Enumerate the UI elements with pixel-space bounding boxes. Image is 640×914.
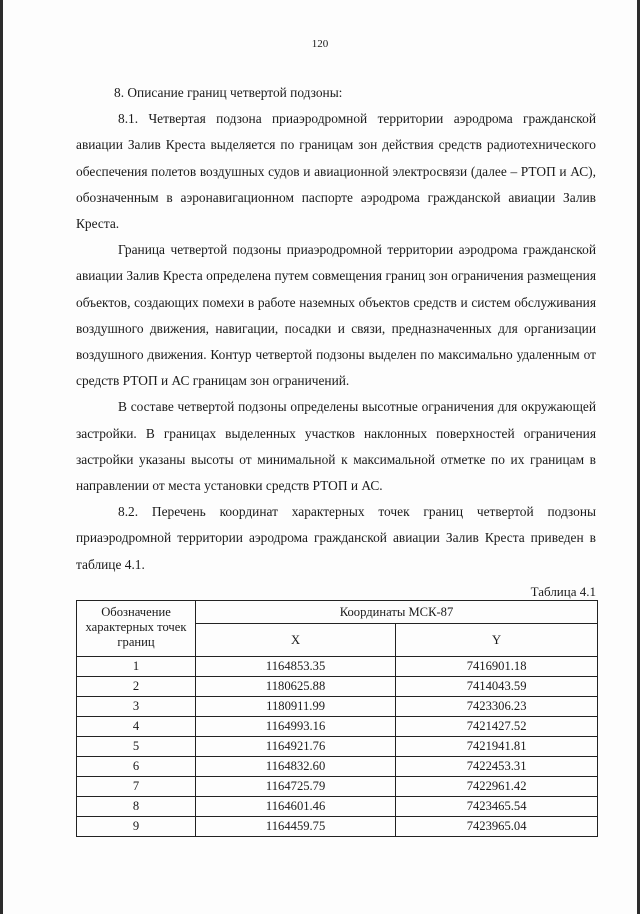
y-cell: 7423306.23 — [396, 697, 598, 717]
paragraph-8-1: 8.1. Четвертая подзона приаэродромной территории аэродрома гражданской авиации Залив Креста выделяется по границам зон действия средств радиотехнического обеспечения полетов воздушных судов и авиационной электросвязи (далее – РТОП и АС), обозначенным в аэронавигационном паспорте аэродрома гражданской авиации Залив Креста. — [76, 111, 596, 232]
x-cell: 1164921.76 — [196, 737, 396, 757]
y-cell: 7421941.81 — [396, 737, 598, 757]
table-row — [77, 677, 598, 697]
paragraph-height-limits: В составе четвертой подзоны определены высотные ограничения для окружающей застройки. В границах выделенных участков наклонных поверхностей ограничения застройки указаны высоты от минимальной к максимальной отметке по их границам в направлении от места установки средств РТОП и АС. — [76, 399, 596, 494]
y-cell: 7421427.52 — [396, 717, 598, 737]
x-cell: 1164993.16 — [196, 717, 396, 737]
body-text — [76, 80, 596, 578]
table-row — [77, 797, 598, 817]
scan-edge-left — [0, 0, 3, 914]
x-cell: 1164601.46 — [196, 797, 396, 817]
table-row — [77, 817, 598, 837]
point-cell: 7 — [77, 777, 196, 797]
x-cell: 1164832.60 — [196, 757, 396, 777]
y-column-header: Y — [396, 624, 598, 657]
table-row — [77, 657, 598, 677]
table-row — [77, 697, 598, 717]
coordinates-table-body — [77, 657, 598, 837]
table-row — [77, 757, 598, 777]
table-row — [77, 737, 598, 757]
point-column-header: Обозначение характерных точек границ — [77, 601, 196, 657]
table-row — [77, 717, 598, 737]
x-cell: 1164459.75 — [196, 817, 396, 837]
point-cell: 6 — [77, 757, 196, 777]
table-caption: Таблица 4.1 — [530, 584, 596, 599]
page-number: 120 — [311, 38, 329, 50]
paragraph-boundary: Граница четвертой подзоны приаэродромной территории аэродрома гражданской авиации Залив Креста определена путем совмещения границ зон ограничения размещения объектов, создающих помехи в работе наземных объектов средств и систем обслуживания воздушного движения, навигации, посадки и связи, предназначенных для организации воздушного движения. Контур четвертой подзоны выделен по максимально удаленным от средств РТОП и АС границам зон ограничений. — [76, 242, 596, 389]
section-heading: 8. Описание границ четвертой подзоны: — [114, 85, 343, 100]
y-cell: 7422961.42 — [396, 777, 598, 797]
y-cell: 7422453.31 — [396, 757, 598, 777]
point-cell: 1 — [77, 657, 196, 677]
x-cell: 1164725.79 — [196, 777, 396, 797]
x-cell: 1164853.35 — [196, 657, 396, 677]
y-cell: 7423965.04 — [396, 817, 598, 837]
point-cell: 9 — [77, 817, 196, 837]
x-column-header: X — [196, 624, 396, 657]
point-cell: 4 — [77, 717, 196, 737]
coordinate-system-header: Координаты МСК-87 — [196, 601, 598, 624]
point-cell: 8 — [77, 797, 196, 817]
paragraph-8-2: 8.2. Перечень координат характерных точек границ четвертой подзоны приаэродромной территории аэродрома гражданской авиации Залив Креста приведен в таблице 4.1. — [76, 504, 596, 572]
x-cell: 1180911.99 — [196, 697, 396, 717]
coordinates-table — [76, 600, 598, 837]
y-cell: 7414043.59 — [396, 677, 598, 697]
y-cell: 7416901.18 — [396, 657, 598, 677]
point-cell: 5 — [77, 737, 196, 757]
point-cell: 3 — [77, 697, 196, 717]
x-cell: 1180625.88 — [196, 677, 396, 697]
table-row — [77, 777, 598, 797]
point-cell: 2 — [77, 677, 196, 697]
y-cell: 7423465.54 — [396, 797, 598, 817]
